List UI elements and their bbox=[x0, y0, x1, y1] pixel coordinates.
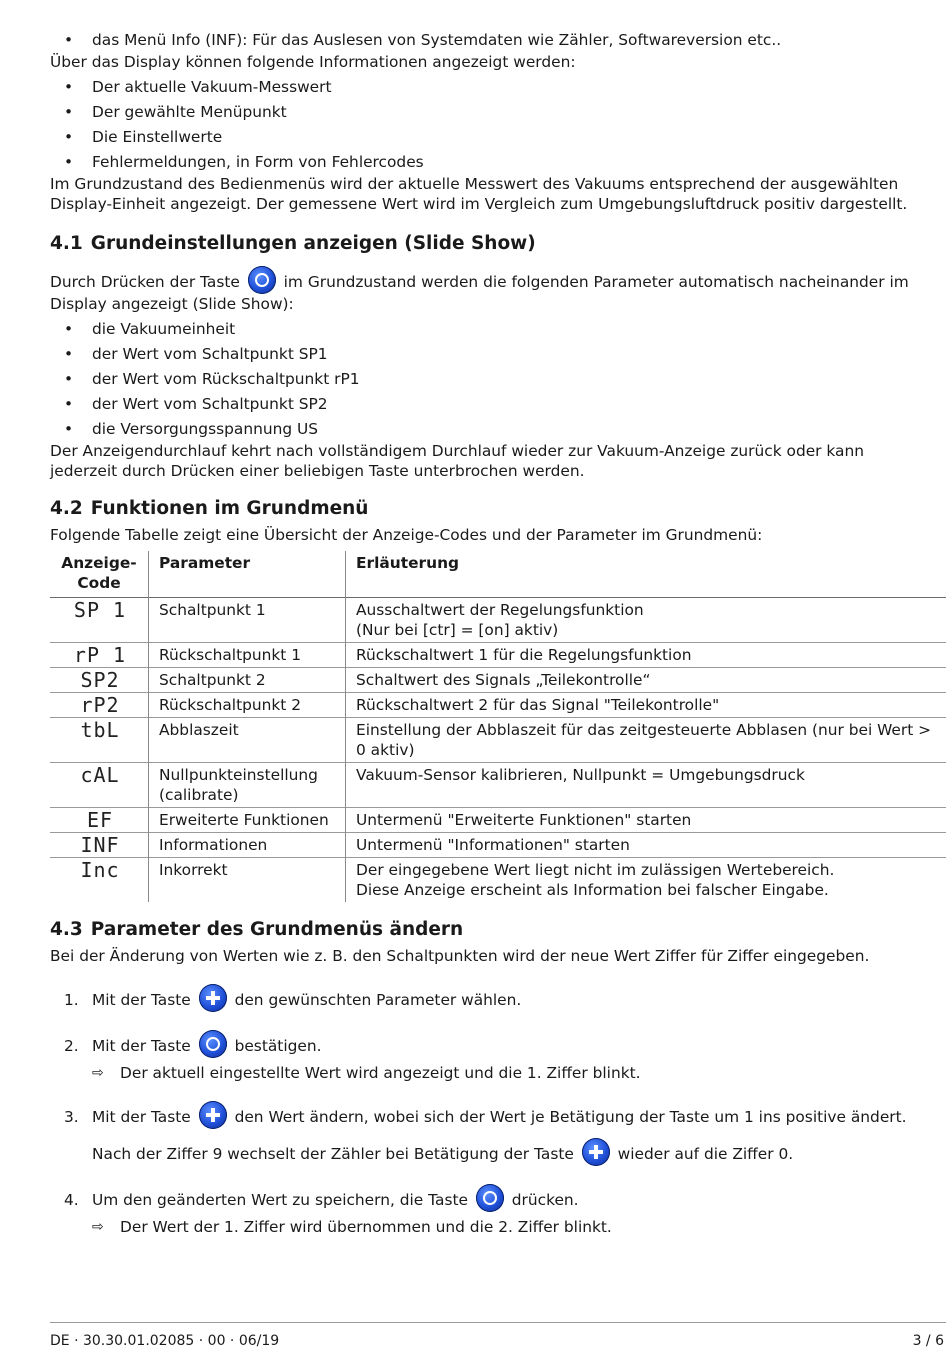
display-info-list bbox=[50, 77, 918, 172]
table-row bbox=[50, 833, 946, 858]
table-header-row bbox=[50, 551, 946, 598]
paragraph: Der Anzeigendurchlauf kehrt nach vollständigem Durchlauf wieder zur Vakuum-Anzeige zurück oder kann jederzeit durch Drücken einer beliebigen Taste unterbrochen werden. bbox=[50, 442, 864, 480]
list-item: • das Menü Info (INF): Für das Auslesen von Systemdaten wie Zähler, Softwareversion etc.. bbox=[50, 30, 918, 50]
footer-page-number: 3 / 6 bbox=[912, 1333, 944, 1349]
step-text: Mit der Taste bbox=[92, 1037, 191, 1055]
param-cell: Schaltpunkt 1 bbox=[149, 598, 346, 643]
section-heading-4-1 bbox=[50, 232, 918, 256]
step-extra bbox=[92, 1144, 918, 1166]
step-number: 2. bbox=[64, 1037, 79, 1055]
expl-cell: Rückschaltwert 1 für die Regelungsfunktion bbox=[346, 643, 947, 668]
step-item bbox=[50, 1107, 918, 1166]
param-cell: Inkorrekt bbox=[149, 858, 346, 903]
step-text: Nach der Ziffer 9 wechselt der Zähler bei Betätigung der Taste bbox=[92, 1145, 574, 1163]
expl-text: Der eingegebene Wert liegt nicht im zulässigen Wertebereich. bbox=[356, 861, 835, 879]
section-title: Grundeinstellungen anzeigen (Slide Show) bbox=[90, 233, 536, 254]
section-title: Parameter des Grundmenüs ändern bbox=[90, 919, 464, 940]
param-cell: Informationen bbox=[149, 833, 346, 858]
step-number: 4. bbox=[64, 1191, 79, 1209]
step-item bbox=[50, 1190, 918, 1237]
list-item: • der Wert vom Rückschaltpunkt rP1 bbox=[50, 369, 918, 389]
param-cell: Schaltpunkt 2 bbox=[149, 668, 346, 693]
list-item: • der Wert vom Schaltpunkt SP1 bbox=[50, 344, 918, 364]
step-text: den Wert ändern, wobei sich der Wert je Betätigung der Taste um 1 ins positive ändert. bbox=[234, 1108, 907, 1126]
plus-button-icon bbox=[199, 1101, 227, 1129]
expl-cell: Vakuum-Sensor kalibrieren, Nullpunkt = Umgebungsdruck bbox=[346, 763, 947, 808]
document-page bbox=[50, 30, 932, 1237]
paragraph: Folgende Tabelle zeigt eine Übersicht der Anzeige-Codes und der Parameter im Grundmenü: bbox=[50, 526, 763, 544]
param-cell: Abblaszeit bbox=[149, 718, 346, 763]
ok-button-icon bbox=[476, 1184, 504, 1212]
display-code: Inc bbox=[80, 858, 120, 882]
step-result bbox=[92, 1217, 918, 1237]
expl-text: Ausschaltwert der Regelungsfunktion bbox=[356, 601, 644, 619]
intro-info-list bbox=[50, 30, 918, 50]
section-heading-4-2 bbox=[50, 497, 918, 521]
table-row bbox=[50, 858, 946, 903]
step-result bbox=[92, 1063, 918, 1083]
list-item: • Die Einstellwerte bbox=[50, 127, 918, 147]
table-row bbox=[50, 763, 946, 808]
section-number: 4.3 bbox=[50, 919, 83, 940]
expl-cell: Rückschaltwert 2 für das Signal "Teilekontrolle" bbox=[346, 693, 947, 718]
display-code: EF bbox=[86, 808, 114, 832]
expl-cell: Einstellung der Abblaszeit für das zeitgesteuerte Abblasen (nur bei Wert > 0 aktiv) bbox=[346, 718, 947, 763]
step-text: Mit der Taste bbox=[92, 991, 191, 1009]
plus-button-icon bbox=[199, 984, 227, 1012]
result-arrow-icon: ⇨ bbox=[92, 1219, 104, 1235]
step-text: den gewünschten Parameter wählen. bbox=[234, 991, 522, 1009]
step-number: 3. bbox=[64, 1108, 79, 1126]
table-row bbox=[50, 693, 946, 718]
list-item: • Der gewählte Menüpunkt bbox=[50, 102, 918, 122]
ok-button-icon bbox=[248, 266, 276, 294]
table-row bbox=[50, 668, 946, 693]
step-text: drücken. bbox=[511, 1191, 579, 1209]
expl-cell: Untermenü "Informationen" starten bbox=[346, 833, 947, 858]
section-number: 4.1 bbox=[50, 233, 83, 254]
list-item: • der Wert vom Schaltpunkt SP2 bbox=[50, 394, 918, 414]
expl-text: (Nur bei [ctr] = [on] aktiv) bbox=[356, 621, 559, 639]
section-number: 4.2 bbox=[50, 498, 83, 519]
paragraph: Im Grundzustand des Bedienmenüs wird der aktuelle Messwert des Vakuums entsprechend der ausgewählten Display-Einheit angezeigt. Der gemessene Wert wird im Vergleich zum Umgebungsluftdruck positiv dargestellt. bbox=[50, 175, 908, 213]
step-item bbox=[50, 1036, 918, 1083]
table-row bbox=[50, 643, 946, 668]
slideshow-list bbox=[50, 319, 918, 439]
paragraph bbox=[50, 272, 918, 314]
step-text: wieder auf die Ziffer 0. bbox=[617, 1145, 794, 1163]
display-code: cAL bbox=[80, 763, 120, 787]
display-code: rP 1 bbox=[73, 643, 127, 667]
column-header-code bbox=[50, 551, 149, 598]
plus-button-icon bbox=[582, 1138, 610, 1166]
expl-cell: Schaltwert des Signals „Teilekontrolle“ bbox=[346, 668, 947, 693]
ok-button-icon bbox=[199, 1030, 227, 1058]
footer-divider bbox=[50, 1322, 946, 1323]
result-arrow-icon: ⇨ bbox=[92, 1065, 104, 1081]
header-text: Code bbox=[77, 574, 121, 592]
list-item: • Der aktuelle Vakuum-Messwert bbox=[50, 77, 918, 97]
table-row bbox=[50, 808, 946, 833]
table-row bbox=[50, 718, 946, 763]
text-fragment: Durch Drücken der Taste bbox=[50, 273, 240, 291]
list-item: • die Vakuumeinheit bbox=[50, 319, 918, 339]
display-code: rP2 bbox=[80, 693, 120, 717]
code-table bbox=[50, 551, 946, 902]
steps-list bbox=[50, 990, 918, 1237]
param-cell: Nullpunkteinstellung (calibrate) bbox=[149, 763, 346, 808]
expl-cell bbox=[346, 598, 947, 643]
list-item: • die Versorgungsspannung US bbox=[50, 419, 918, 439]
paragraph: Bei der Änderung von Werten wie z. B. den Schaltpunkten wird der neue Wert Ziffer für Ziffer eingegeben. bbox=[50, 947, 870, 965]
list-item: • Fehlermeldungen, in Form von Fehlercodes bbox=[50, 152, 918, 172]
result-text: Der Wert der 1. Ziffer wird übernommen und die 2. Ziffer blinkt. bbox=[120, 1218, 612, 1236]
result-text: Der aktuell eingestellte Wert wird angezeigt und die 1. Ziffer blinkt. bbox=[120, 1064, 641, 1082]
section-heading-4-3 bbox=[50, 918, 918, 942]
step-number: 1. bbox=[64, 991, 79, 1009]
display-code: INF bbox=[80, 833, 120, 857]
display-code: SP 1 bbox=[73, 598, 127, 622]
column-header-expl: Erläuterung bbox=[346, 551, 947, 598]
paragraph: Über das Display können folgende Informationen angezeigt werden: bbox=[50, 53, 576, 71]
param-cell: Erweiterte Funktionen bbox=[149, 808, 346, 833]
expl-cell bbox=[346, 858, 947, 903]
expl-cell: Untermenü "Erweiterte Funktionen" starten bbox=[346, 808, 947, 833]
step-item bbox=[50, 990, 918, 1012]
header-text: Anzeige- bbox=[61, 554, 137, 572]
step-text: Mit der Taste bbox=[92, 1108, 191, 1126]
footer-doc-id: DE · 30.30.01.02085 · 00 · 06/19 bbox=[50, 1333, 280, 1349]
text-fragment: im Grundzustand werden die folgenden Parameter automatisch nacheinander im Display angezeigt (Slide Show): bbox=[50, 273, 909, 313]
display-code: tbL bbox=[80, 718, 120, 742]
section-title: Funktionen im Grundmenü bbox=[90, 498, 369, 519]
param-cell: Rückschaltpunkt 1 bbox=[149, 643, 346, 668]
expl-text: Diese Anzeige erscheint als Information bei falscher Eingabe. bbox=[356, 881, 829, 899]
step-text: bestätigen. bbox=[234, 1037, 322, 1055]
column-header-param: Parameter bbox=[149, 551, 346, 598]
table-row bbox=[50, 598, 946, 643]
step-text: Um den geänderten Wert zu speichern, die Taste bbox=[92, 1191, 468, 1209]
param-cell: Rückschaltpunkt 2 bbox=[149, 693, 346, 718]
display-code: SP2 bbox=[80, 668, 120, 692]
